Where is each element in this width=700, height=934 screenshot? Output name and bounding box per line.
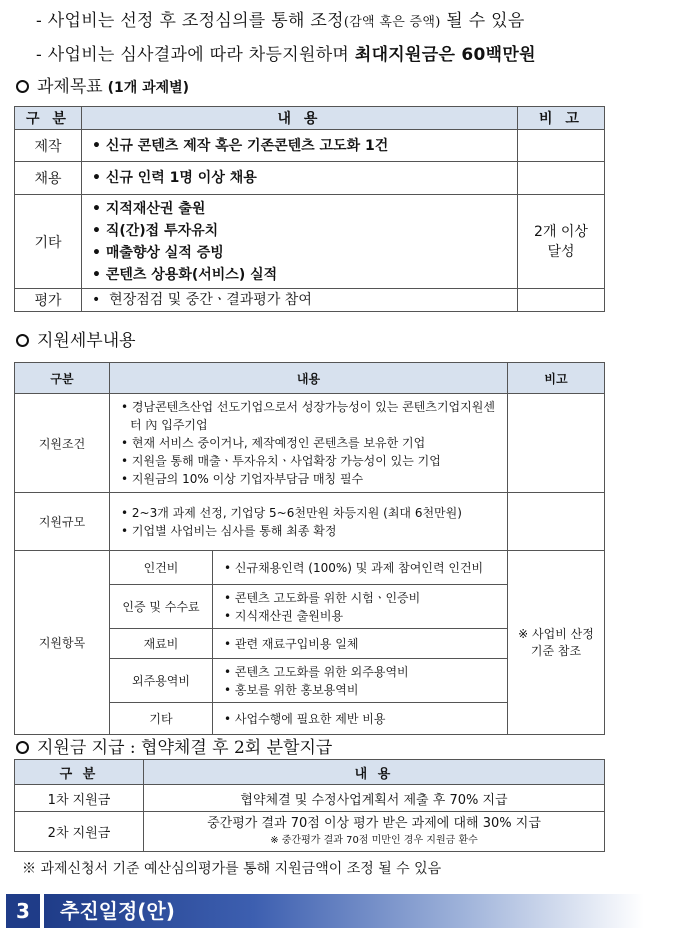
table-row: 지원규모 • 2~3개 과제 선정, 기업당 5~6천만원 차등지원 (최대 6천만원) • 기업별 사업비는 심사를 통해 최종 확정 <box>15 493 605 551</box>
list-item: • 지식재산권 출원비용 <box>224 608 344 623</box>
section-support-details-title: 지원세부내용 <box>16 326 136 351</box>
payment-table <box>14 759 605 852</box>
table-row: 기타 • 지적재산권 출원 • 직(간)접 투자유치 • 매출향상 실적 증빙 • 콘텐츠 상용화(서비스) 실적 2개 이상 달성 <box>15 195 605 289</box>
table-row: 제작 • 신규 콘텐츠 제작 혹은 기존콘텐츠 고도화 1건 <box>15 130 605 162</box>
circle-bullet-icon <box>16 334 29 347</box>
note-cell: 2개 이상 달성 <box>518 195 605 289</box>
list-item: • 매출향상 실적 증빙 <box>92 244 224 261</box>
budget-adjust-line: - 사업비는 선정 후 조정심의를 통해 조정(감액 혹은 증액) 될 수 있음 <box>36 11 525 31</box>
budget-max-line: - 사업비는 심사결과에 따라 차등지원하며 최대지원금은 60백만원 <box>36 45 536 65</box>
list-item: • 신규채용인력 (100%) 및 과제 참여인력 인건비 <box>224 560 484 575</box>
section-goal-title: 과제목표 (1개 과제별) <box>16 72 189 97</box>
table-row: 1차 지원금 협약체결 및 수정사업계획서 제출 후 70% 지급 <box>15 785 605 812</box>
table-header: 내 용 <box>144 760 605 785</box>
table-header: 내용 <box>110 363 508 394</box>
goal-table <box>14 106 605 312</box>
list-item: • 현재 서비스 중이거나, 제작예정인 콘텐츠를 보유한 기업 <box>121 436 426 450</box>
table-row: 기타 • 사업수행에 필요한 제반 비용 <box>15 703 605 735</box>
table-row: 2차 지원금 중간평가 결과 70점 이상 평가 받은 과제에 대해 30% 지급 ※ 중간평가 결과 70점 미만인 경우 지원금 환수 <box>15 812 605 852</box>
list-item: • 신규 인력 1명 이상 채용 <box>92 170 257 186</box>
circle-bullet-icon <box>16 741 29 754</box>
list-item: • 지원금의 10% 이상 기업자부담금 매칭 필수 <box>121 472 364 486</box>
table-row: 채용 • 신규 인력 1명 이상 채용 <box>15 162 605 195</box>
table-header: 구 분 <box>15 107 82 130</box>
list-item: • 홍보를 위한 홍보용역비 <box>224 682 359 697</box>
support-details-table <box>14 362 605 735</box>
table-header: 비 고 <box>518 107 605 130</box>
note-cell: ※ 사업비 산정 기준 참조 <box>508 551 605 735</box>
circle-bullet-icon <box>16 80 29 93</box>
section-number: 3 <box>6 894 40 928</box>
table-header: 내 용 <box>82 107 518 130</box>
table-row: 재료비 • 관련 재료구입비용 일체 <box>15 629 605 659</box>
table-row: 인증 및 수수료 • 콘텐츠 고도화를 위한 시험ㆍ인증비 • 지식재산권 출원비용 <box>15 585 605 629</box>
list-item: • 기업별 사업비는 심사를 통해 최종 확정 <box>121 523 337 538</box>
list-item: • 지원을 통해 매출ㆍ투자유치ㆍ사업확장 가능성이 있는 기업 <box>121 454 441 468</box>
table-row: 외주용역비 • 콘텐츠 고도화를 위한 외주용역비 • 홍보를 위한 홍보용역비 <box>15 659 605 703</box>
table-row: 지원조건 • 경남콘텐츠산업 선도기업으로서 성장가능성이 있는 콘텐츠기업지원센터 內 입주기업 • 현재 서비스 중이거나, 제작예정인 콘텐츠를 보유한 기업 • 지원을 통해 매출ㆍ투자유치ㆍ사업확장 가능성이 있는 기업 • 지원금의 10% 이상 기업자부담금 매칭 필수 <box>15 394 605 493</box>
section-payment-title: 지원금 지급 : 협약체결 후 2회 분할지급 <box>16 733 332 758</box>
table-row: 지원항목 인건비 • 신규채용인력 (100%) 및 과제 참여인력 인건비 ※ 사업비 산정 기준 참조 <box>15 551 605 585</box>
table-header: 비고 <box>508 363 605 394</box>
list-item: • 직(간)접 투자유치 <box>92 222 219 239</box>
list-item: • 현장점검 및 중간ㆍ결과평가 참여 <box>92 292 312 308</box>
table-row: 평가 • 현장점검 및 중간ㆍ결과평가 참여 <box>15 289 605 312</box>
section-title: 추진일정(안) <box>60 899 175 923</box>
list-item: • 콘텐츠 상용화(서비스) 실적 <box>92 266 278 283</box>
list-item: • 사업수행에 필요한 제반 비용 <box>224 711 386 726</box>
footnote: ※ 과제신청서 기준 예산심의평가를 통해 지원금액이 조정 될 수 있음 <box>22 861 442 877</box>
list-item: • 관련 재료구입비용 일체 <box>224 636 359 651</box>
list-item: • 경남콘텐츠산업 선도기업으로서 성장가능성이 있는 콘텐츠기업지원센터 內 입주기업 <box>121 400 495 432</box>
table-header: 구 분 <box>15 760 144 785</box>
list-item: • 콘텐츠 고도화를 위한 시험ㆍ인증비 <box>224 590 421 605</box>
footnote-small: ※ 중간평가 결과 70점 미만인 경우 지원금 환수 <box>270 834 478 846</box>
list-item: • 콘텐츠 고도화를 위한 외주용역비 <box>224 664 409 679</box>
list-item: • 신규 콘텐츠 제작 혹은 기존콘텐츠 고도화 1건 <box>92 137 389 154</box>
list-item: • 지적재산권 출원 <box>92 200 206 217</box>
table-header: 구분 <box>15 363 110 394</box>
list-item: • 2~3개 과제 선정, 기업당 5~6천만원 차등지원 (최대 6천만원) <box>121 505 462 520</box>
